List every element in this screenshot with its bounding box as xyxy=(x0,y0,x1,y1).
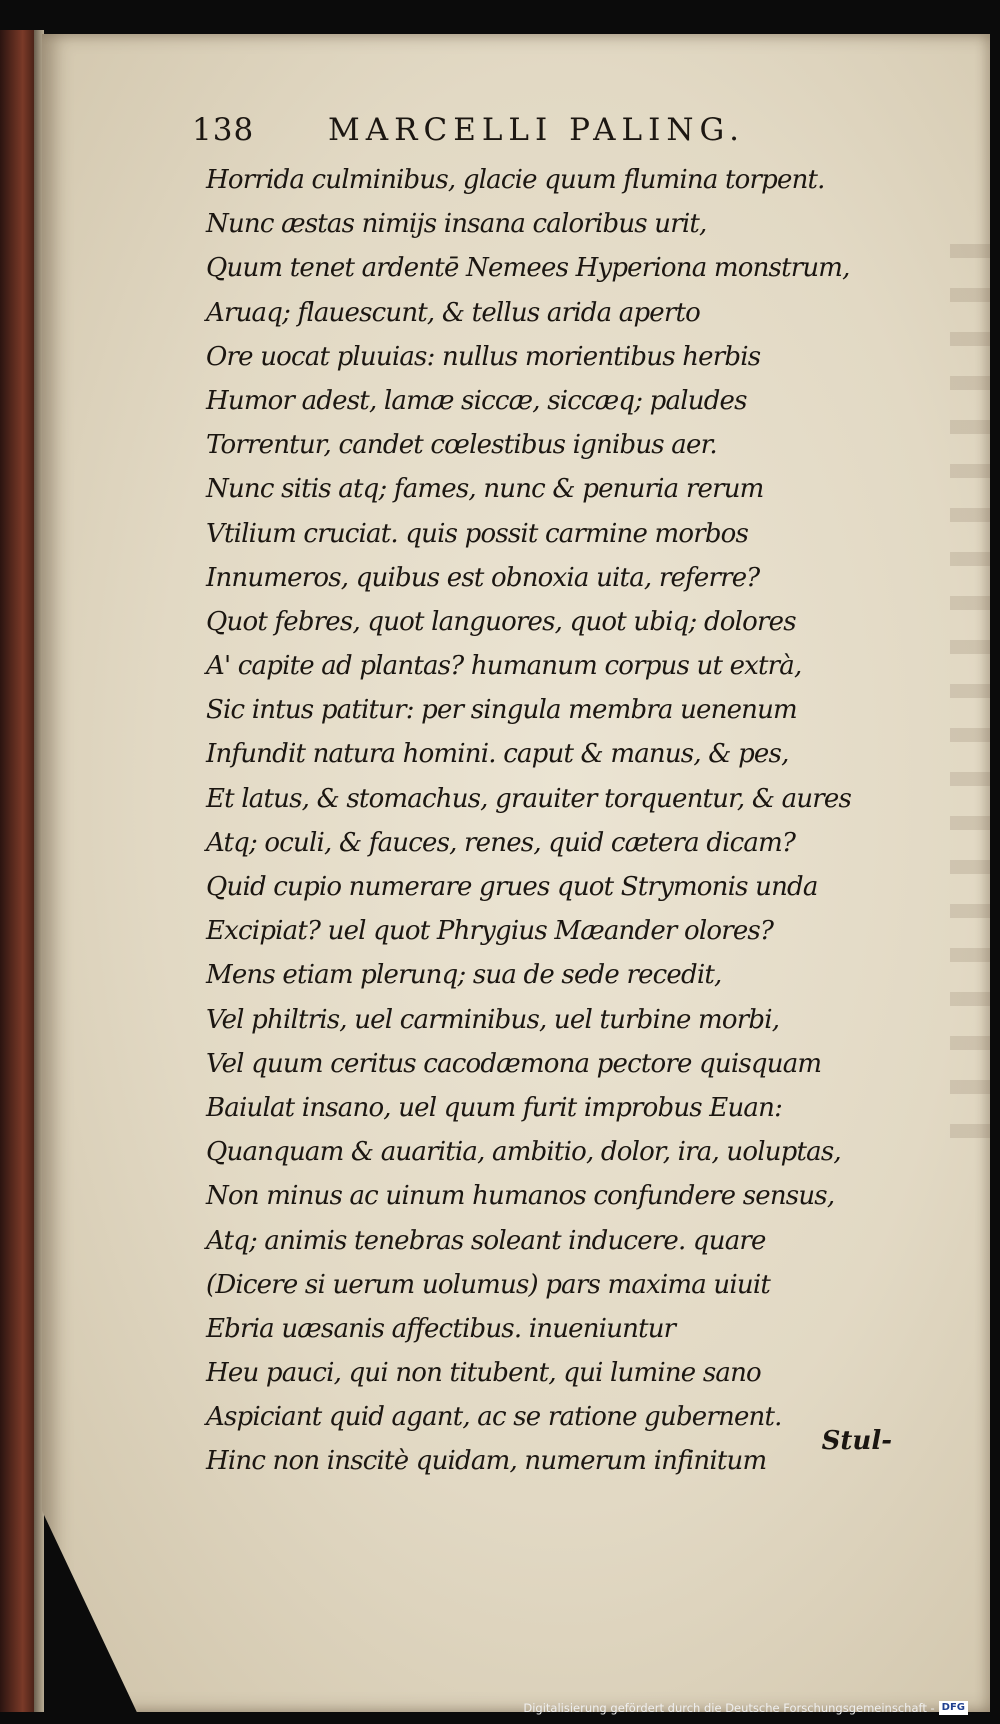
verse-line: (Dicere si uerum uolumus) pars maxima uiuit xyxy=(206,1269,770,1300)
book-binding xyxy=(0,30,38,1712)
page-number: 138 xyxy=(192,112,255,148)
verse-line: Mens etiam plerunq; sua de sede recedit, xyxy=(206,960,722,991)
verse-line: Et latus, & stomachus, grauiter torquentur, & aures xyxy=(206,783,852,814)
verse-line: Baiulat insano, uel quum furit improbus Euan: xyxy=(206,1092,783,1123)
verse-line: A' capite ad plantas? humanum corpus ut extrà, xyxy=(206,651,802,682)
verse-line: Quanquam & auaritia, ambitio, dolor, ira, uoluptas, xyxy=(206,1137,841,1168)
verse-line: Quum tenet ardentē Nemees Hyperiona monstrum, xyxy=(206,253,850,284)
verse-line: Humor adest, lamæ siccæ, siccæq; paludes xyxy=(206,385,747,416)
page-header xyxy=(192,112,812,152)
verse-line: Non minus ac uinum humanos confundere sensus, xyxy=(206,1181,835,1212)
verse-line: Excipiat? uel quot Phrygius Mæander olores? xyxy=(206,916,774,947)
verse-line: Quid cupio numerare grues quot Strymonis unda xyxy=(206,872,818,902)
verse-line: Atq; animis tenebras soleant inducere. quare xyxy=(206,1225,766,1256)
verse-line: Aspiciant quid agant, ac se ratione gubernent. xyxy=(206,1402,782,1433)
verse-line: Heu pauci, qui non titubent, qui lumine sano xyxy=(206,1358,761,1389)
verse-line: Atq; oculi, & fauces, renes, quid cætera dicam? xyxy=(206,827,796,858)
verse-line: Ebria uæsanis affectibus. inueniuntur xyxy=(206,1313,676,1344)
verse-line: Vtilium cruciat. quis possit carmine morbos xyxy=(206,518,749,549)
funding-footer xyxy=(523,1698,968,1718)
verse-line: Ore uocat pluuias: nullus morientibus herbis xyxy=(206,341,761,372)
verse-line: Torrentur, candet cœlestibus ignibus aer. xyxy=(206,430,717,461)
verse-line: Sic intus patitur: per singula membra uenenum xyxy=(206,695,797,726)
verse-text xyxy=(206,158,966,1484)
verse-line: Aruaq; flauescunt, & tellus arida aperto xyxy=(206,297,701,328)
verse-line: Horrida culminibus, glacie quum flumina torpent. xyxy=(206,165,825,195)
verse-line: Infundit natura homini. caput & manus, & pes, xyxy=(206,739,789,770)
verse-line: Nunc sitis atq; fames, nunc & penuria rerum xyxy=(206,474,764,505)
verse-line: Innumeros, quibus est obnoxia uita, referre? xyxy=(206,562,760,593)
verse-line: Vel quum ceritus cacodæmona pectore quisquam xyxy=(206,1048,822,1079)
verse-line: Vel philtris, uel carminibus, uel turbine morbi, xyxy=(206,1004,780,1035)
running-title: MARCELLI PALING. xyxy=(328,112,745,148)
verse-line: Hinc non inscitè quidam, numerum infinitum xyxy=(206,1446,767,1477)
catchword: Stul- xyxy=(821,1426,892,1456)
verse-line: Quot febres, quot languores, quot ubiq; dolores xyxy=(206,606,796,637)
dfg-logo: DFG xyxy=(939,1701,968,1715)
funding-notice: Digitalisierung gefördert durch die Deutsche Forschungsgemeinschaft - xyxy=(523,1701,935,1715)
verse-line: Nunc æstas nimijs insana caloribus urit, xyxy=(206,209,707,240)
